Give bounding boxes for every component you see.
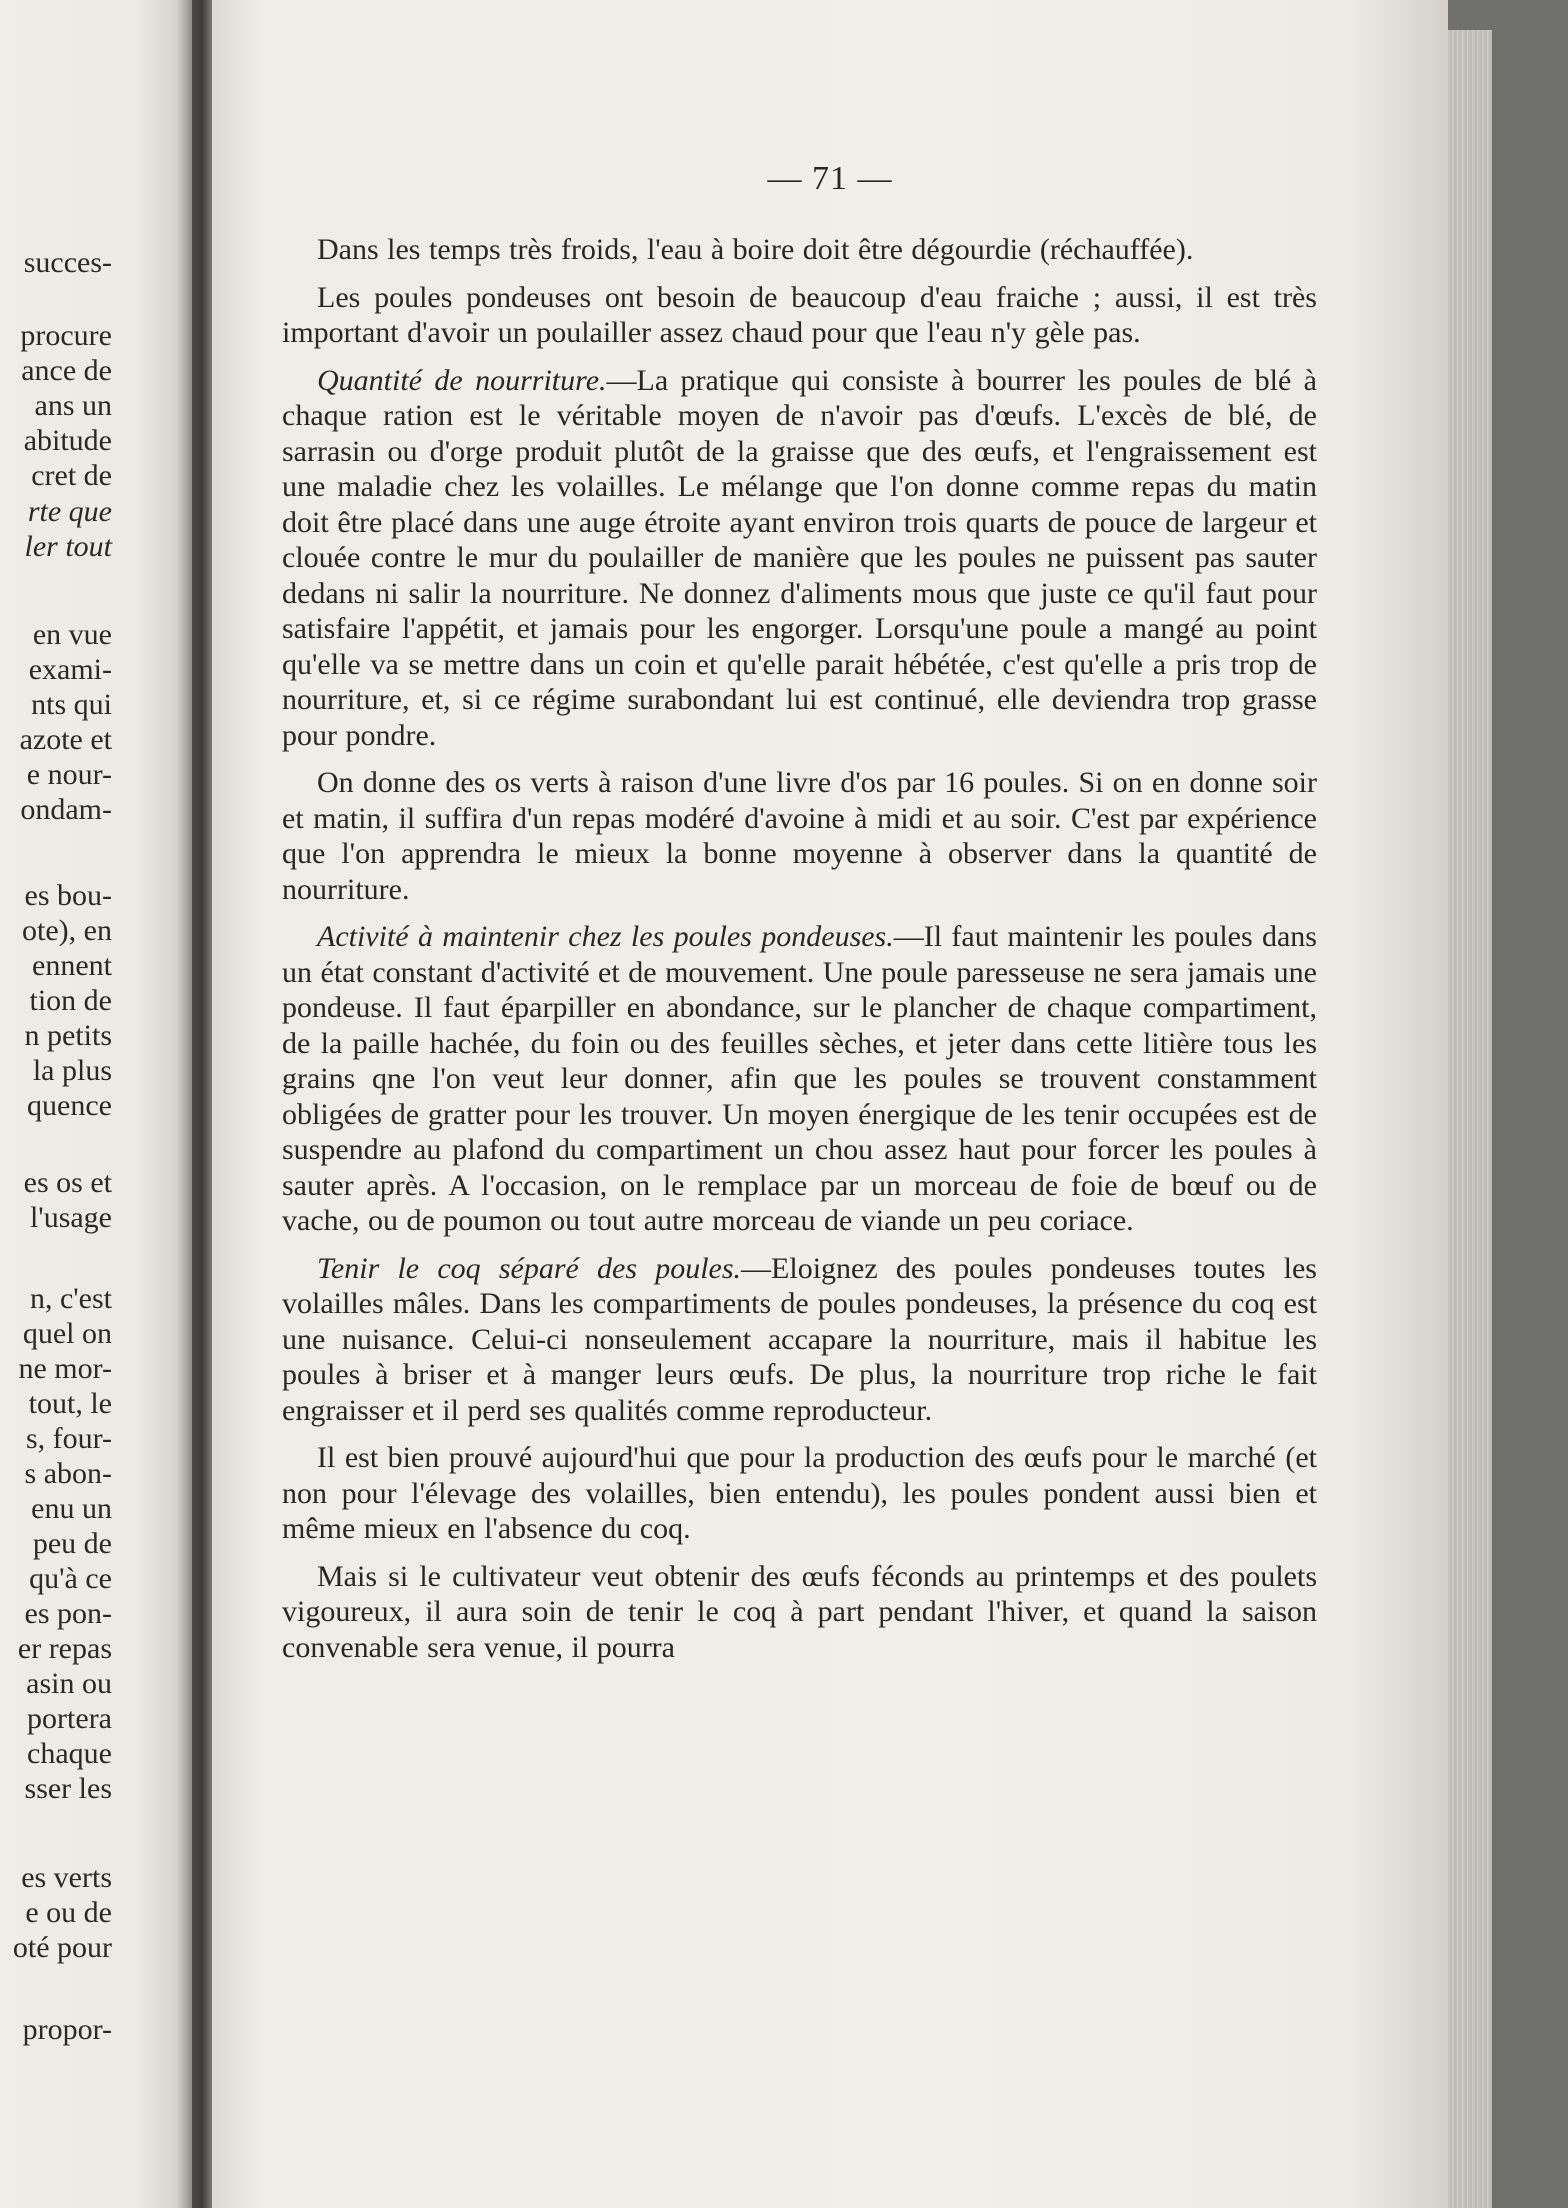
left-page-fragment: asin ou <box>26 1667 112 1700</box>
left-page-fragment: exami- <box>28 653 112 686</box>
paragraph-text: —La pratique qui consiste à bourrer les poules de blé à chaque ration est le véritable moyen de n'avoir pas d'œufs. L'excès de blé, de sarrasin ou d'orge produit plutôt de la graisse que des œufs, et l'engraissement est une maladie chez les volailles. Le mélange que l'on donne comme repas du matin doit être placé dans une auge étroite ayant environ trois quarts de pouce de largeur et clouée contre le mur du poulailler de manière que les poules ne puissent pas sauter dedans ni salir la nourriture. Ne donnez d'aliments mous que juste ce qu'il faut pour satisfaire l'appétit, et jamais pour les engorger. Lorsqu'une poule a mangé au point qu'elle va se mettre dans un coin et qu'elle parait hébétée, c'est qu'elle a pris trop de nourriture, et, si ce régime surabondant lui est continué, elle deviendra trop grasse pour pondre. <box>282 363 1318 752</box>
paragraph <box>282 363 1317 754</box>
paragraph <box>282 1559 1317 1666</box>
left-page-fragment: la plus <box>32 1054 112 1087</box>
left-page-fragment: ans un <box>34 389 112 422</box>
paragraph-heading: Quantité de nourriture. <box>317 363 607 397</box>
paragraph-text: —Eloignez des poules pondeuses toutes les volailles mâles. Dans les compartiments de poules pondeuses, la présence du coq est une nuisance. Celui-ci nonseulement accapare la nourriture, mais il habitue les poules à briser et à manger leurs œufs. De plus, la nourriture trop riche le fait engraisser et il perd ses qualités comme reproducteur. <box>282 1251 1317 1427</box>
paragraph <box>282 1251 1317 1429</box>
left-page-fragment: procure <box>20 319 112 352</box>
left-page-fragment: chaque <box>27 1737 112 1770</box>
text-block <box>282 232 1317 1677</box>
paragraph <box>282 280 1317 351</box>
left-page-fragment: tion de <box>29 984 112 1017</box>
left-page-fragment: enu un <box>31 1492 112 1525</box>
left-page-fragment: e nour- <box>26 758 112 791</box>
left-page-fragment: rte que <box>27 495 112 528</box>
paragraph <box>282 919 1317 1239</box>
left-page-fragment: n petits <box>24 1019 112 1052</box>
left-page-fragment: qu'à ce <box>29 1562 112 1595</box>
left-page-fragment: sser les <box>24 1772 112 1805</box>
left-page-fragment: ance de <box>21 354 112 387</box>
left-page-fragment: succes- <box>23 246 112 279</box>
left-page-fragment: tout, le <box>28 1387 112 1420</box>
left-page-fragment: cret de <box>31 459 112 492</box>
left-page-fragment: azote et <box>19 723 112 756</box>
left-page-fragment: l'usage <box>29 1201 112 1234</box>
left-page-fragment: abitude <box>23 424 112 457</box>
left-page-fragment: oté pour <box>12 1931 112 1964</box>
paragraph-text: —Il faut maintenir les poules dans un état constant d'activité et de mouvement. Une poule paresseuse ne sera jamais une pondeuse. Il faut éparpiller en abondance, sur le plancher de chaque compartiment, de la paille hachée, du foin ou des feuilles sèches, et jeter dans cette litière tous les grains qne l'on veut leur donner, afin que les poules se trouvent constamment obligées de gratter pour les trouver. Un moyen énergique de les tenir occupées est de suspendre au plafond du compartiment un chou assez haut pour forcer les poules à sauter après. A l'occasion, on le remplace par un morceau de foie de bœuf ou de vache, ou de poumon ou tout autre morceau de viande un peu coriace. <box>282 920 1317 1237</box>
left-page-fragment: ondam- <box>20 793 112 826</box>
left-page <box>0 0 192 2208</box>
left-page-fragment: ote), en <box>22 914 112 947</box>
book-gutter <box>192 0 212 2208</box>
left-page-fragment: portera <box>27 1702 112 1735</box>
left-page-fragment: n, c'est <box>29 1282 112 1315</box>
left-page-fragment: s abon- <box>24 1457 112 1490</box>
left-page-fragment: quence <box>27 1089 112 1122</box>
left-page-fragment: en vue <box>32 618 112 651</box>
paragraph <box>282 232 1317 268</box>
right-page <box>212 0 1448 2208</box>
paragraph-heading: Tenir le coq séparé des poules. <box>317 1251 742 1285</box>
paragraph-text: Les poules pondeuses ont besoin de beaucoup d'eau fraiche ; aussi, il est très important d'avoir un poulailler assez chaud pour que l'eau n'y gèle pas. <box>282 280 1317 349</box>
page-number: — 71 — <box>767 160 893 197</box>
paragraph-text: On donne des os verts à raison d'une livre d'os par 16 poules. Si on en donne soir et matin, il suffira d'un repas modéré d'avoine à midi et au soir. C'est par expérience que l'on apprendra le mieux la bonne moyenne à observer dans la quantité de nourriture. <box>282 766 1317 906</box>
left-page-fragment: es bou- <box>24 879 112 912</box>
left-page-fragment: quel on <box>22 1317 112 1350</box>
paragraph-heading: Activité à maintenir chez les poules pondeuses. <box>317 920 894 953</box>
left-page-fragment: ne mor- <box>18 1352 112 1385</box>
left-page-fragment: propor- <box>22 2013 112 2046</box>
left-page-fragment: peu de <box>32 1527 112 1560</box>
left-page-fragment: er repas <box>17 1632 112 1665</box>
paragraph-text: Il est bien prouvé aujourd'hui que pour la production des œufs pour le marché (et non pour l'élevage des volailles, bien entendu), les poules pondent aussi bien et même mieux en l'absence du coq. <box>282 1441 1317 1545</box>
paragraph <box>282 765 1317 907</box>
left-page-fragment: es os et <box>23 1166 112 1199</box>
left-page-fragment: nts qui <box>31 688 112 721</box>
paragraph-text: Dans les temps très froids, l'eau à boire doit être dégourdie (réchauffée). <box>317 233 1194 266</box>
left-page-fragment: ler tout <box>24 530 112 563</box>
left-page-fragment: es verts <box>21 1861 112 1894</box>
left-page-fragment: ennent <box>32 949 112 982</box>
paragraph <box>282 1440 1317 1547</box>
left-page-fragment: es pon- <box>24 1597 112 1630</box>
page-edges <box>1448 30 1492 2208</box>
left-page-fragment: e ou de <box>25 1896 112 1929</box>
left-page-fragment: s, four- <box>25 1422 112 1455</box>
paragraph-text: Mais si le cultivateur veut obtenir des œufs féconds au printemps et des poulets vigoureux, il aura soin de tenir le coq à part pendant l'hiver, et quand la saison convenable sera venue, il pourra <box>282 1559 1317 1664</box>
